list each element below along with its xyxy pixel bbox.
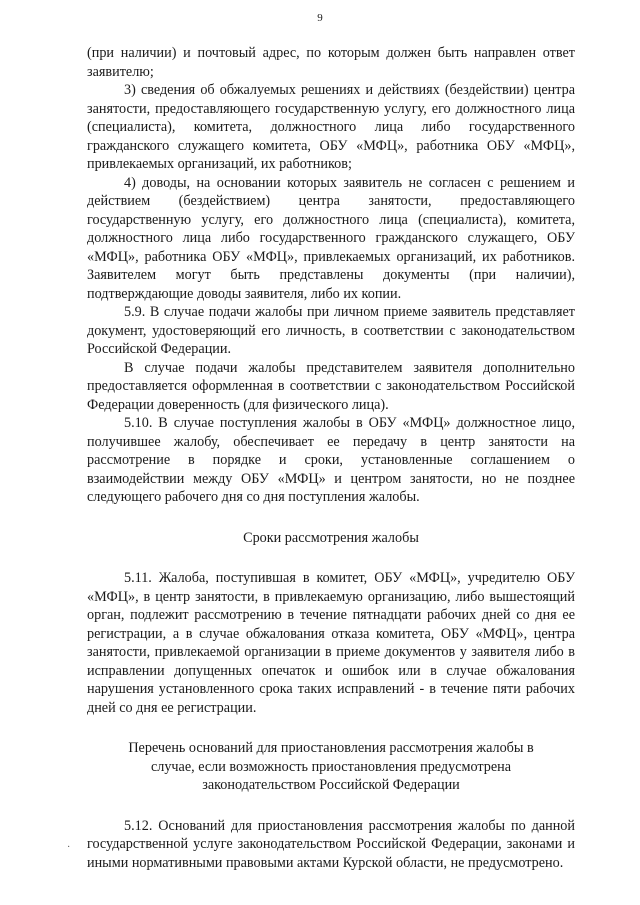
paragraph-representative: В случае подачи жалобы представителем заявителя дополнительно предоставляется оформленная в соответствии с законодательством Российской Федерации доверенность (для физического лица). <box>87 359 575 413</box>
section-heading-terms: Сроки рассмотрения жалобы <box>243 529 419 546</box>
section-heading-suspension-line-1: Перечень оснований для приостановления рассмотрения жалобы в <box>128 740 534 756</box>
paragraph-item-4: 4) доводы, на основании которых заявитель не согласен с решением и действием (бездействием) центра занятости, предоставляющего государственную услугу, его должностного лица (специалиста), комитета, должностного лица либо государственного гражданского служащего, ОБУ «МФЦ», работника ОБУ «МФЦ», привлекаемых организаций, их работников. Заявителем могут быть представлены документы (при наличии), подтверждающие доводы заявителя, либо их копии. <box>87 174 575 302</box>
document-body <box>87 44 575 872</box>
paragraph-5-11: 5.11. Жалоба, поступившая в комитет, ОБУ «МФЦ», учредителю ОБУ «МФЦ», в центр занятости, в привлекаемую организацию, либо вышестоящий орган, подлежит рассмотрению в течение пятнадцати рабочих дней со дня ее регистрации, а в случае обжалования отказа комитета, ОБУ «МФЦ», центра занятости, привлекаемой организации в приеме документов у заявителя либо в исправлении допущенных опечаток и ошибок или в случае обжалования нарушения установленного срока таких исправлений - в течение пяти рабочих дней со дня ее регистрации. <box>87 570 575 716</box>
paragraph-applicant-address: (при наличии) и почтовый адрес, по которым должен быть направлен ответ заявителю; <box>87 45 575 80</box>
section-heading-suspension-line-2: случае, если возможность приостановления предусмотрена <box>150 758 512 775</box>
paragraph-5-10: 5.10. В случае поступления жалобы в ОБУ «МФЦ» должностное лицо, получившее жалобу, обеспечивает ее передачу в центр занятости на рассмотрение в порядке и сроки, установленные соглашением о взаимодействии между ОБУ «МФЦ» и центром занятости, но не позднее следующего рабочего дня со дня поступления жалобы. <box>87 415 575 505</box>
page-number: 9 <box>317 12 323 24</box>
stray-mark: · <box>67 842 71 853</box>
paragraph-item-3: 3) сведения об обжалуемых решениях и действиях (бездействии) центра занятости, предоставляющего государственную услугу, его должностного лица (специалиста), комитета, должностного лица либо государственного гражданского служащего комитета, ОБУ «МФЦ», работника ОБУ «МФЦ», привлекаемых организаций, их работников; <box>87 82 575 172</box>
paragraph-5-12: 5.12. Оснований для приостановления рассмотрения жалобы по данной государственной услуге законодательством Российской Федерации, законами и иными нормативными правовыми актами Курской области, не предусмотрено. <box>87 817 575 871</box>
paragraph-5-9: 5.9. В случае подачи жалобы при личном приеме заявитель представляет документ, удостоверяющий его личность, в соответствии с законодательством Российской Федерации. <box>87 304 575 357</box>
section-heading-suspension-line-3: законодательством Российской Федерации <box>202 777 460 793</box>
